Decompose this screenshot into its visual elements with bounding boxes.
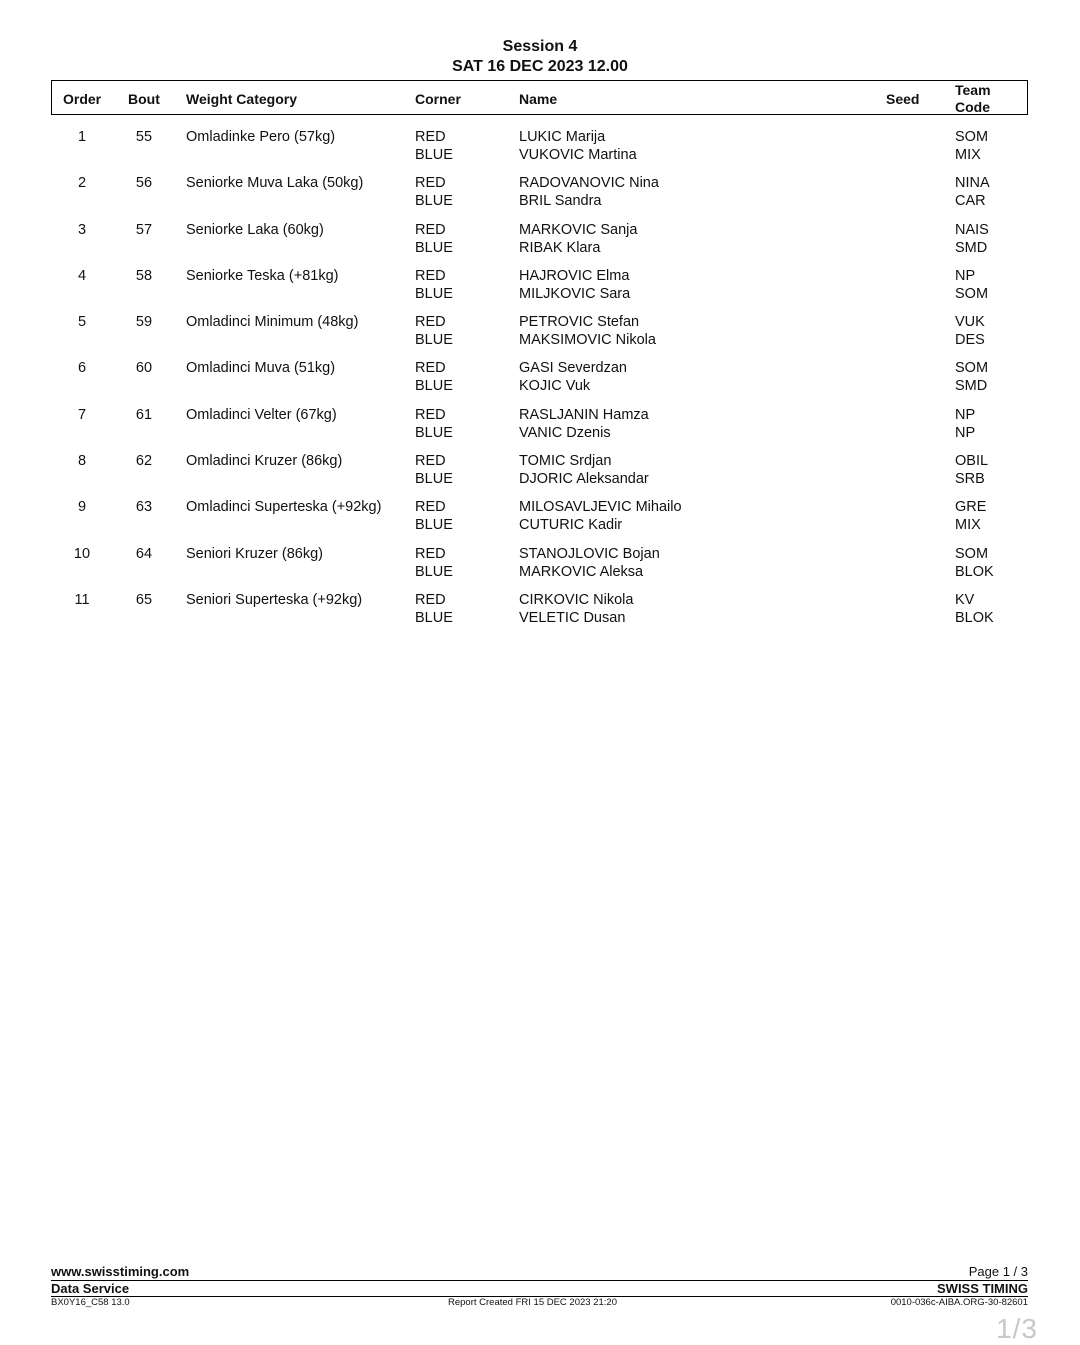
col-name: Name <box>519 91 558 107</box>
bout-order: 5 <box>77 314 87 331</box>
bout-order: 1 <box>77 129 87 145</box>
blue-team-code: DES <box>955 332 985 349</box>
blue-corner-label: BLUE <box>415 239 453 256</box>
blue-team-code: CAR <box>955 193 986 210</box>
bout-row <box>0 589 1080 635</box>
red-boxer-name: HAJROVIC Elma <box>519 267 630 284</box>
bout-number: 57 <box>135 221 153 238</box>
red-boxer-name: RADOVANOVIC Nina <box>519 175 659 192</box>
blue-team-code: MIX <box>955 147 981 163</box>
bout-row <box>0 496 1080 542</box>
blue-boxer-name: VELETIC Dusan <box>519 609 626 626</box>
blue-boxer-name: CUTURIC Kadir <box>519 517 623 534</box>
red-team-code: NAIS <box>955 221 989 238</box>
weight-category: Omladinci Kruzer (86kg) <box>186 453 343 470</box>
col-team-code <box>955 82 991 116</box>
bout-row <box>0 357 1080 403</box>
weight-category: Seniori Kruzer (86kg) <box>186 545 323 562</box>
red-team-code: SOM <box>955 545 989 562</box>
footer-website: www.swisstiming.com <box>51 1264 190 1279</box>
blue-team-code: SRB <box>955 471 985 488</box>
col-bout: Bout <box>128 91 160 107</box>
blue-corner-label: BLUE <box>415 193 453 210</box>
blue-boxer-name: RIBAK Klara <box>519 239 601 256</box>
red-team-code: OBIL <box>955 453 989 470</box>
red-boxer-name: PETROVIC Stefan <box>519 314 640 331</box>
red-corner-label: RED <box>415 499 446 516</box>
weight-category: Seniori Superteska (+92kg) <box>186 591 363 608</box>
viewer-page-indicator: 1/3 <box>996 1313 1038 1344</box>
session-title: Session 4 <box>502 38 578 55</box>
session-datetime: SAT 16 DEC 2023 12.00 <box>452 58 628 75</box>
weight-category: Omladinci Minimum (48kg) <box>186 314 359 331</box>
blue-team-code: BLOK <box>955 563 994 580</box>
bout-row <box>0 543 1080 589</box>
page-header <box>0 37 1080 77</box>
col-seed: Seed <box>886 91 920 107</box>
red-boxer-name: MILOSAVLJEVIC Mihailo <box>519 499 682 516</box>
bout-order: 3 <box>77 221 87 238</box>
bout-number: 61 <box>135 406 153 423</box>
blue-corner-label: BLUE <box>415 378 453 395</box>
blue-boxer-name: MAKSIMOVIC Nikola <box>519 332 656 349</box>
blue-boxer-name: MARKOVIC Aleksa <box>519 563 644 580</box>
footer-report-created: Report Created FRI 15 DEC 2023 21:20 <box>448 1297 617 1308</box>
footer-report-code: BX0Y16_C58 13.0 <box>51 1297 130 1308</box>
red-boxer-name: LUKIC Marija <box>519 129 606 145</box>
footer-line-2 <box>51 1281 1028 1297</box>
footer-brand: SWISS TIMING <box>937 1281 1028 1296</box>
bout-order: 4 <box>77 267 87 284</box>
weight-category: Seniorke Laka (60kg) <box>186 221 324 238</box>
weight-category: Seniorke Muva Laka (50kg) <box>186 175 364 192</box>
red-corner-label: RED <box>415 545 446 562</box>
blue-boxer-name: BRIL Sandra <box>519 193 602 210</box>
footer-line-3 <box>51 1297 1028 1309</box>
blue-team-code: NP <box>955 424 976 441</box>
red-team-code: NINA <box>955 175 990 192</box>
red-team-code: SOM <box>955 360 989 377</box>
red-team-code: VUK <box>955 314 985 331</box>
footer-page-number: Page 1 / 3 <box>968 1264 1028 1279</box>
footer-line-1 <box>51 1264 1028 1281</box>
bout-order: 6 <box>77 360 87 377</box>
blue-boxer-name: VUKOVIC Martina <box>519 147 637 163</box>
bout-row <box>0 172 1080 218</box>
blue-team-code: SMD <box>955 378 988 395</box>
red-team-code: SOM <box>955 129 989 145</box>
column-header-bar <box>51 80 1028 115</box>
bout-number: 62 <box>135 453 153 470</box>
bout-number: 55 <box>135 129 153 145</box>
red-corner-label: RED <box>415 453 446 470</box>
col-weight-category: Weight Category <box>186 91 297 107</box>
red-boxer-name: GASI Severdzan <box>519 360 627 377</box>
blue-corner-label: BLUE <box>415 563 453 580</box>
blue-team-code: MIX <box>955 517 981 534</box>
blue-corner-label: BLUE <box>415 285 453 302</box>
bout-number: 56 <box>135 175 153 192</box>
bout-row <box>0 126 1080 172</box>
weight-category: Omladinke Pero (57kg) <box>186 129 336 145</box>
bout-number: 59 <box>135 314 153 331</box>
footer-doc-id: 0010-036c-AIBA.ORG-30-82601 <box>890 1297 1028 1308</box>
blue-corner-label: BLUE <box>415 471 453 488</box>
bout-order: 2 <box>77 175 87 192</box>
blue-team-code: SMD <box>955 239 988 256</box>
red-boxer-name: CIRKOVIC Nikola <box>519 591 634 608</box>
bout-number: 63 <box>135 499 153 516</box>
bout-order: 8 <box>77 453 87 470</box>
blue-corner-label: BLUE <box>415 424 453 441</box>
bout-order: 11 <box>74 591 90 608</box>
bout-number: 64 <box>135 545 153 562</box>
red-boxer-name: STANOJLOVIC Bojan <box>519 545 660 562</box>
weight-category: Omladinci Superteska (+92kg) <box>186 499 382 516</box>
red-corner-label: RED <box>415 360 446 377</box>
blue-corner-label: BLUE <box>415 147 453 163</box>
col-corner: Corner <box>415 91 461 107</box>
red-corner-label: RED <box>415 175 446 192</box>
red-team-code: NP <box>955 267 976 284</box>
red-corner-label: RED <box>415 314 446 331</box>
blue-boxer-name: KOJIC Vuk <box>519 378 591 395</box>
blue-team-code: BLOK <box>955 609 994 626</box>
red-corner-label: RED <box>415 129 446 145</box>
bout-row <box>0 311 1080 357</box>
bout-row <box>0 450 1080 496</box>
col-order: Order <box>63 91 102 107</box>
blue-boxer-name: DJORIC Aleksandar <box>519 471 649 488</box>
bout-order: 7 <box>77 406 87 423</box>
red-corner-label: RED <box>415 406 446 423</box>
red-team-code: NP <box>955 406 976 423</box>
red-boxer-name: RASLJANIN Hamza <box>519 406 649 423</box>
weight-category: Omladinci Muva (51kg) <box>186 360 336 377</box>
bout-number: 58 <box>135 267 153 284</box>
bout-order: 10 <box>73 545 91 562</box>
bout-number: 65 <box>135 591 153 608</box>
bout-order: 9 <box>77 499 87 516</box>
footer-data-service: Data Service <box>51 1281 130 1296</box>
red-corner-label: RED <box>415 591 446 608</box>
blue-boxer-name: VANIC Dzenis <box>519 424 611 441</box>
blue-corner-label: BLUE <box>415 609 453 626</box>
blue-team-code: SOM <box>955 285 989 302</box>
weight-category: Seniorke Teska (+81kg) <box>186 267 339 284</box>
bout-number: 60 <box>135 360 153 377</box>
col-team-line2: Code <box>955 99 990 115</box>
blue-corner-label: BLUE <box>415 332 453 349</box>
weight-category: Omladinci Velter (67kg) <box>186 406 337 423</box>
red-boxer-name: MARKOVIC Sanja <box>519 221 638 238</box>
bout-row <box>0 219 1080 265</box>
col-team-line1: Team <box>955 82 991 98</box>
red-boxer-name: TOMIC Srdjan <box>519 453 612 470</box>
bout-row <box>0 404 1080 450</box>
bout-row <box>0 265 1080 311</box>
red-corner-label: RED <box>415 221 446 238</box>
red-team-code: GRE <box>955 499 987 516</box>
blue-boxer-name: MILJKOVIC Sara <box>519 285 631 302</box>
blue-corner-label: BLUE <box>415 517 453 534</box>
red-corner-label: RED <box>415 267 446 284</box>
bout-list <box>0 126 1080 635</box>
red-team-code: KV <box>955 591 975 608</box>
